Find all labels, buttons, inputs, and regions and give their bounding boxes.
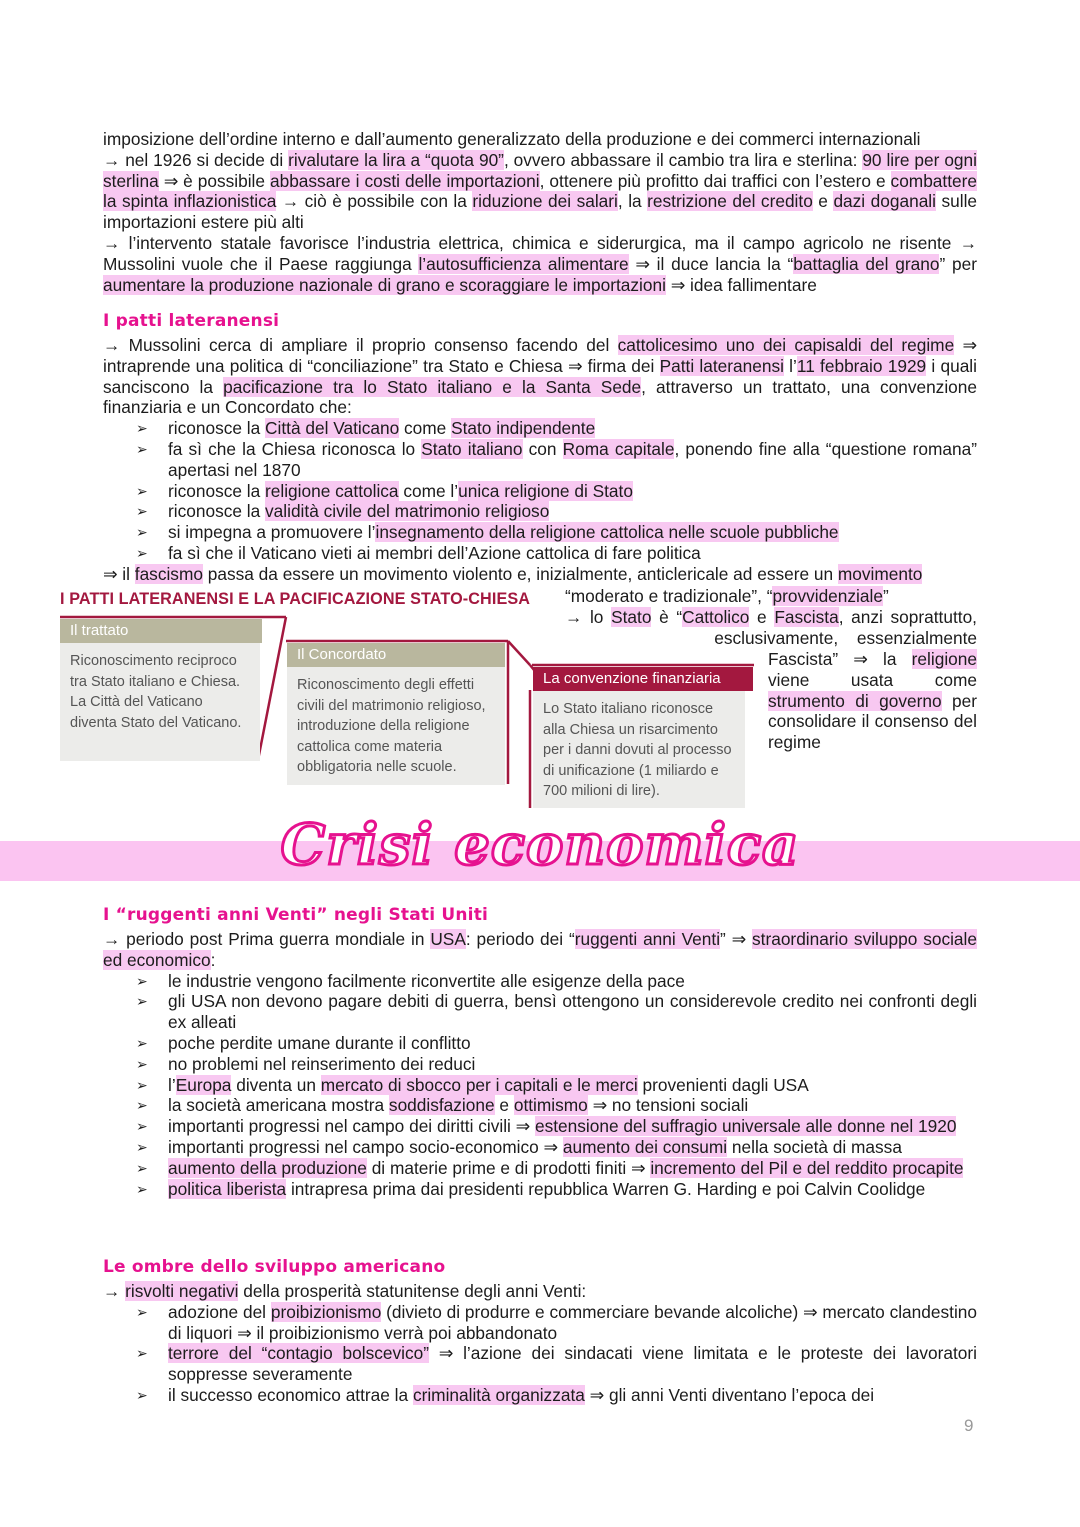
arrowhead-bullet-icon: ➢ [136, 993, 148, 1010]
highlighted-text: Stato indipendente [451, 418, 596, 439]
text-run: l’ [168, 1074, 176, 1095]
list-item [103, 991, 977, 1033]
text-run: si impegna a promuovere l’ [168, 522, 376, 543]
text-run: ” per [939, 253, 977, 274]
text-run: di materie prime e di prodotti finiti ⇒ [366, 1157, 651, 1178]
text-run: ⇒ il duce lancia la “ [628, 253, 794, 274]
highlighted-text: battaglia del grano [793, 253, 940, 274]
text-run: → ciò è possibile con la [276, 191, 473, 212]
highlighted-text: ruggenti anni Venti [574, 929, 721, 949]
text-run: Fascista” ⇒ la [768, 649, 912, 669]
ombre-bullet-list [103, 1302, 977, 1406]
text-run: → [103, 1281, 126, 1301]
text-run: con [522, 438, 563, 459]
text-run: (divieto di produrre e commerciare bevande alcoliche) ⇒ mercato clandestino di liquori ⇒ il proibizionismo verrà poi abbandonato [168, 1301, 978, 1343]
highlighted-text: validità civile del matrimonio religioso [265, 501, 550, 522]
diagram-box-head-concordato: Il Concordato [287, 643, 505, 667]
highlighted-text: religione cattolica [265, 480, 399, 501]
highlighted-text: fascismo [134, 563, 203, 584]
highlighted-text: politica liberista [168, 1178, 287, 1199]
highlighted-text: rivalutare la lira a “quota 90” [288, 149, 504, 170]
text-run: riconosce la [168, 418, 266, 439]
list-item-text [168, 1054, 475, 1074]
diagram-box-body-concordato: Riconoscimento degli effetti civili del matrimonio religioso, introduzione della religione cattolica come materia obbligatoria nelle scuole. [287, 667, 505, 785]
arrowhead-bullet-icon: ➢ [136, 544, 148, 561]
list-item-text [168, 1116, 956, 1136]
text-run: passa da essere un movimento violento e, inizialmente, anticlericale ad essere un [202, 563, 838, 584]
list-item [103, 1385, 977, 1406]
text-run: , attraverso un trattato, una convenzione finanziaria e un Concordato che: [103, 376, 977, 418]
highlighted-text: cattolicesimo uno dei capisaldi del regime [617, 335, 955, 355]
highlighted-text: soddisfazione [388, 1095, 495, 1116]
list-item [103, 1343, 977, 1385]
highlighted-text: Fascista [774, 606, 839, 627]
arrowhead-bullet-icon: ➢ [136, 972, 148, 989]
highlighted-text: dazi doganali [833, 191, 936, 212]
highlighted-text: movimento [837, 563, 923, 584]
highlighted-text: proibizionismo [270, 1301, 382, 1322]
text-run: la società americana mostra [168, 1095, 389, 1116]
highlighted-text: aumento della produzione [168, 1157, 367, 1178]
text-run: importanti progressi nel campo socio-economico ⇒ [168, 1136, 563, 1157]
text-run: della prosperità statunitense degli anni Venti: [238, 1281, 587, 1301]
list-item [103, 1075, 977, 1096]
text-run: i quali sanciscono la [103, 355, 977, 397]
section-heading-ombre: Le ombre dello sviluppo americano [103, 1257, 446, 1277]
arrowhead-bullet-icon: ➢ [136, 420, 148, 437]
arrowhead-bullet-icon: ➢ [136, 1034, 148, 1051]
text-run: le industrie vengono facilmente riconvertite alle esigenze della pace [168, 970, 685, 991]
text-run: riconosce la [168, 480, 266, 501]
arrowhead-bullet-icon: ➢ [136, 1076, 148, 1093]
side-line-3 [565, 628, 977, 649]
text-run: → l’intervento statale favorisce l’industria elettrica, chimica e siderurgica, ma il campo agricolo ne risente → Mussolini vuole che il Paese raggiunga [103, 232, 977, 274]
highlighted-text: combattere la spinta inflazionistica [103, 170, 977, 212]
highlighted-text: terrore del “contagio bolscevico” [168, 1343, 429, 1364]
list-item [103, 1054, 977, 1075]
arrowhead-bullet-icon: ➢ [136, 1138, 148, 1155]
highlighted-text: straordinario sviluppo sociale ed economico [103, 929, 977, 970]
list-item [103, 1033, 977, 1054]
text-run: → lo [565, 606, 612, 627]
arrowhead-bullet-icon: ➢ [136, 1345, 148, 1362]
section-heading-patti: I patti lateranensi [103, 311, 280, 331]
highlighted-text: abbassare i costi delle importazioni [269, 170, 540, 191]
highlighted-text: riduzione dei salari [472, 191, 618, 212]
text-run: ⇒ il [103, 563, 135, 584]
patti-side-lines [565, 586, 977, 648]
intro-line: imposizione dell’ordine interno e dall’aumento generalizzato della produzione e dei commerci internazionali [103, 129, 921, 149]
arrowhead-bullet-icon: ➢ [136, 482, 148, 499]
highlighted-text: Patti lateranensi [659, 355, 784, 376]
highlighted-text: Roma capitale [562, 438, 675, 459]
list-item-text [168, 1302, 977, 1343]
highlighted-text: criminalità organizzata [412, 1384, 585, 1405]
banner-title: Crisi economica [280, 812, 800, 878]
list-item [103, 1158, 977, 1179]
arrowhead-bullet-icon: ➢ [136, 1159, 148, 1176]
highlighted-text: strumento di governo [768, 690, 942, 711]
list-item-text [168, 1158, 963, 1178]
highlighted-text: Città del Vaticano [265, 418, 400, 439]
highlighted-text: Cattolico [682, 606, 750, 627]
usa-bullet-list [103, 971, 977, 1200]
highlighted-text: incremento del Pil e del reddito procapite [650, 1157, 964, 1178]
list-item-text [168, 1385, 874, 1405]
highlighted-text: estensione del suffragio universale alle donne nel 1920 [534, 1116, 957, 1137]
arrowhead-bullet-icon: ➢ [136, 1055, 148, 1072]
highlighted-text: 11 febbraio 1929 [796, 355, 927, 376]
text-run: ⇒ l’azione dei sindacati viene limitata e le proteste dei lavoratori soppresse severamente [168, 1343, 977, 1385]
arrowhead-bullet-icon: ➢ [136, 1097, 148, 1114]
text-run: e [749, 606, 775, 627]
text-run: → nel 1926 si decide di [103, 149, 289, 170]
highlighted-text: USA [430, 929, 466, 949]
text-run: nella società di massa [727, 1136, 902, 1157]
highlighted-text: unica religione di Stato [458, 480, 633, 501]
diagram-box-head-trattato: Il trattato [60, 619, 262, 643]
text-run: sulle importazioni estere più alti [103, 191, 978, 233]
page-number: 9 [964, 1416, 974, 1435]
text-run: poche perdite umane durante il conflitto [168, 1032, 471, 1053]
highlighted-text: religione [911, 649, 977, 669]
list-item-text [168, 991, 977, 1032]
text-run: ⇒ è possibile [158, 170, 270, 191]
patti-side-column [768, 649, 977, 753]
text-run: , la [617, 191, 648, 212]
highlighted-text: aumentare la produzione nazionale di grano e scoraggiare le importazioni [103, 274, 666, 295]
text-run: no problemi nel reinserimento dei reduci [168, 1053, 476, 1074]
text-run: viene usata come [768, 669, 977, 690]
text-run: e [494, 1095, 514, 1116]
text-run: riconosce la [168, 501, 266, 522]
text-run: , anzi soprattutto, [838, 606, 977, 627]
text-run: ⇒ intraprende una politica di “conciliazione” tra Stato e Chiesa ⇒ firma dei [103, 335, 977, 376]
text-run: fa sì che il Vaticano vieti ai membri dell’Azione cattolica di fare politica [168, 542, 701, 563]
text-run: provenienti dagli USA [637, 1074, 809, 1095]
text-run: adozione del [168, 1301, 271, 1322]
highlighted-text: 90 lire per ogni sterlina [103, 149, 977, 191]
list-item-text [168, 1075, 809, 1095]
arrowhead-bullet-icon: ➢ [136, 524, 148, 541]
list-item [103, 1137, 977, 1158]
text-run: ⇒ idea fallimentare [665, 274, 817, 295]
text-run: , ponendo fine alla “questione romana” apertasi nel 1870 [168, 438, 977, 480]
text-run: fa sì che la Chiesa riconosca lo [168, 438, 422, 459]
text-run: e [812, 191, 834, 212]
diagram-box-body-trattato: Riconoscimento reciproco tra Stato italiano e Chiesa. La Città del Vaticano diventa Stato del Vaticano. [60, 643, 260, 761]
text-run: : [210, 949, 216, 970]
list-item-text [168, 1179, 925, 1199]
arrowhead-bullet-icon: ➢ [136, 440, 148, 457]
list-item [103, 1179, 977, 1200]
highlighted-text: mercato di sbocco per i capitali e le merci [320, 1074, 638, 1095]
highlighted-text: Stato [611, 606, 652, 627]
text-run: come [399, 418, 452, 439]
arrowhead-bullet-icon: ➢ [136, 1303, 148, 1320]
text-run: esclusivamente, essenzialmente [714, 627, 977, 648]
text-run: , ottenere più profitto dai traffici con l’estero e [539, 170, 891, 191]
side-line-2 [565, 607, 977, 628]
usa-intro [103, 929, 977, 971]
diagram-title: I PATTI LATERANENSI E LA PACIFICAZIONE STATO-CHIESA [60, 590, 531, 608]
diagram-box-head-convenzione: La convenzione finanziaria [533, 667, 753, 691]
list-item-text [168, 1033, 471, 1053]
usa-section [103, 929, 977, 1199]
diagram-box-body-convenzione: Lo Stato italiano riconosce alla Chiesa un risarcimento per i danni dovuti al processo di unificazione (1 miliardo e 700 milioni di lire). [533, 691, 745, 808]
list-item [103, 1302, 977, 1344]
arrowhead-bullet-icon: ➢ [136, 1118, 148, 1135]
ombre-intro [103, 1281, 977, 1302]
text-run: diventa un [231, 1074, 321, 1095]
text-run: intrapresa prima dai presidenti repubblica Warren G. Harding e poi Calvin Coolidge [286, 1178, 926, 1199]
arrowhead-bullet-icon: ➢ [136, 1386, 148, 1403]
highlighted-text: risvolti negativi [125, 1281, 239, 1301]
list-item-text [168, 1095, 748, 1115]
list-item-text [168, 1343, 977, 1384]
text-run: gli USA non devono pagare debiti di guerra, bensì ottengono un considerevole credito nei confronti degli ex alleati [168, 991, 977, 1033]
arrowhead-bullet-icon: ➢ [136, 503, 148, 520]
text-run: → periodo post Prima guerra mondiale in [103, 929, 431, 949]
text-run: : periodo dei “ [465, 929, 575, 949]
list-item-text [168, 1137, 902, 1157]
ombre-section [103, 1281, 977, 1406]
highlighted-text: restrizione del credito [647, 191, 813, 212]
text-run: come l’ [398, 480, 459, 501]
text-run: , ovvero abbassare il cambio tra lira e sterlina: [503, 149, 863, 170]
list-item [103, 971, 977, 992]
highlighted-text: provvidenziale [772, 586, 883, 606]
text-run: ” [882, 586, 889, 606]
text-run: “moderato e tradizionale”, “ [565, 586, 773, 606]
highlighted-text: aumento dei consumi [562, 1136, 728, 1157]
highlighted-text: Europa [175, 1074, 232, 1095]
highlighted-text: insegnamento della religione cattolica nelle scuole pubbliche [375, 522, 839, 543]
highlighted-text: Stato italiano [421, 438, 523, 459]
text-run: per consolidare il consenso del regime [768, 690, 977, 753]
text-run: il successo economico attrae la [168, 1384, 413, 1405]
highlighted-text: ottimismo [513, 1095, 588, 1116]
text-run: → Mussolini cerca di ampliare il proprio consenso facendo del [103, 335, 618, 355]
side-line-1 [565, 586, 977, 607]
list-item [103, 1116, 977, 1137]
highlighted-text: pacificazione tra lo Stato italiano e la Santa Sede [223, 376, 642, 397]
text-run: importanti progressi nel campo dei diritti civili ⇒ [168, 1116, 535, 1137]
highlighted-text: l’autosufficienza alimentare [418, 253, 629, 274]
text-run: ⇒ gli anni Venti diventano l’epoca dei [584, 1384, 875, 1405]
arrowhead-bullet-icon: ➢ [136, 1180, 148, 1197]
list-item [103, 1095, 977, 1116]
list-item-text [168, 971, 685, 991]
text-run: ” ⇒ [720, 929, 753, 949]
text-run: è “ [651, 606, 683, 627]
text-run: l’ [783, 355, 797, 376]
section-heading-usa: I “ruggenti anni Venti” negli Stati Uniti [103, 905, 489, 925]
text-run: ⇒ no tensioni sociali [587, 1095, 749, 1116]
